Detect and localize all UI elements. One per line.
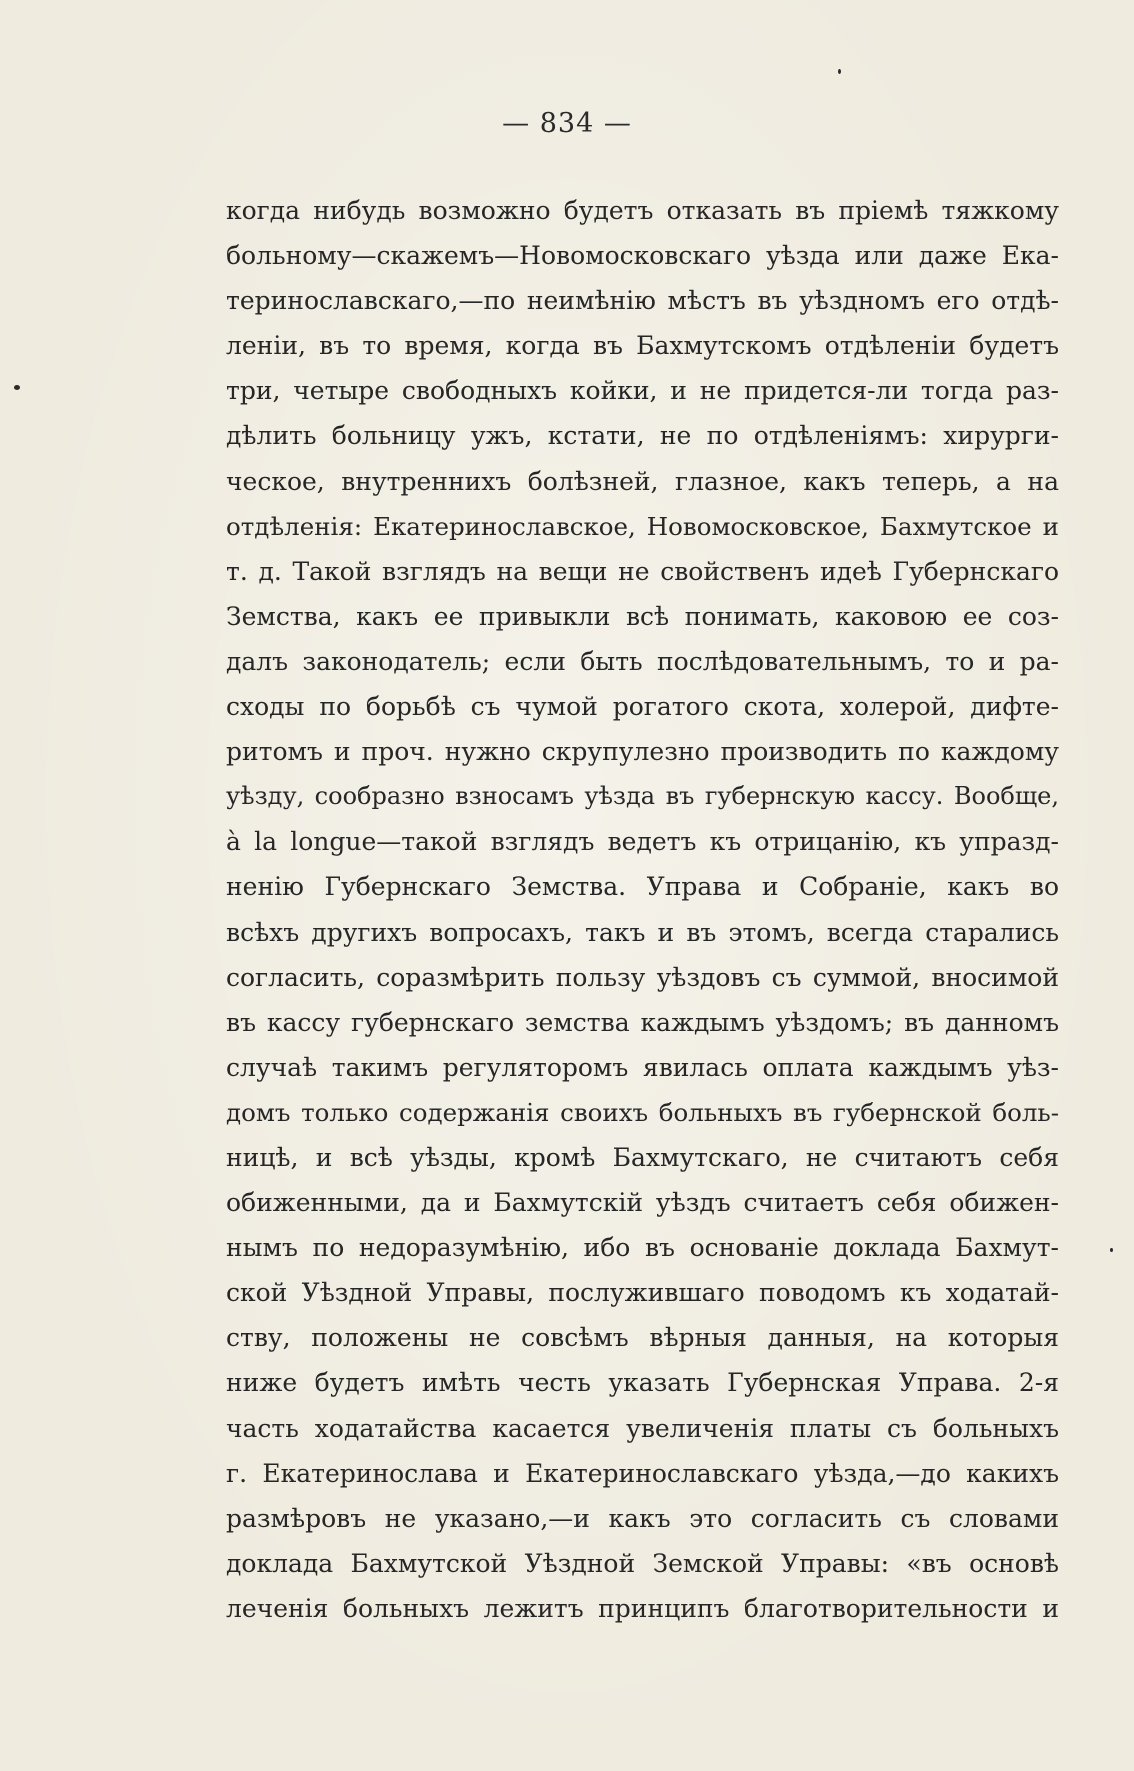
text-line: нымъ по недоразумѣнію, ибо въ основаніе доклада Бахмут-	[226, 1233, 1059, 1263]
text-line: сходы по борьбѣ съ чумой рогатого скота, холерой, дифте-	[226, 692, 1059, 722]
text-line: теринославскаго,—по неимѣнію мѣстъ въ уѣздномъ его отдѣ-	[226, 286, 1059, 316]
text-line: ству, положены не совсѣмъ вѣрныя данныя, на которыя	[226, 1323, 1059, 1353]
text-line: дѣлить больницу ужъ, кстати, не по отдѣленіямъ: хирурги-	[226, 421, 1059, 451]
text-line: ской Уѣздной Управы, послужившаго поводомъ къ ходатай-	[226, 1278, 1059, 1308]
text-line: отдѣленія: Екатеринославское, Новомосковское, Бахмутское и	[226, 511, 1059, 541]
text-line: обиженными, да и Бахмутскій уѣздъ считаетъ себя обижен-	[226, 1188, 1059, 1218]
text-line: ниже будетъ имѣть честь указать Губернская Управа. 2-я	[226, 1368, 1059, 1398]
ink-speck	[1110, 1248, 1113, 1252]
text-line: ненію Губернскаго Земства. Управа и Собраніе, какъ во	[226, 872, 1059, 902]
text-line: когда нибудь возможно будетъ отказать въ пріемѣ тяжкому	[226, 196, 1059, 225]
text-line: уѣзду, сообразно взносамъ уѣзда въ губернскую кассу. Вообще,	[226, 782, 1059, 811]
text-line: три, четыре свободныхъ койки, и не придется-ли тогда раз-	[226, 376, 1059, 406]
text-line: согласить, соразмѣрить пользу уѣздовъ съ суммой, вносимой	[226, 962, 1059, 992]
ink-speck	[838, 69, 841, 74]
text-line: случаѣ такимъ регуляторомъ явилась оплата каждымъ уѣз-	[226, 1052, 1059, 1082]
text-line: леніи, въ то время, когда въ Бахмутскомъ отдѣленіи будетъ	[226, 331, 1059, 361]
text-line: часть ходатайства касается увеличенія платы съ больныхъ	[226, 1413, 1059, 1443]
ink-speck	[14, 385, 20, 390]
page-number: — 834 —	[502, 108, 632, 139]
text-line: домъ только содержанія своихъ больныхъ въ губернской боль-	[226, 1097, 1059, 1127]
text-line: т. д. Такой взглядъ на вещи не свойственъ идеѣ Губернскаго	[226, 556, 1059, 586]
text-line: размѣровъ не указано,—и какъ это согласить съ словами	[226, 1503, 1059, 1533]
text-line: далъ законодатель; если быть послѣдовательнымъ, то и ра-	[226, 646, 1059, 676]
text-line: больному—скажемъ—Новомосковскаго уѣзда или даже Ека-	[226, 241, 1059, 271]
text-line: ческое, внутреннихъ болѣзней, глазное, какъ теперь, а на	[226, 466, 1059, 496]
text-line: Земства, какъ ее привыкли всѣ понимать, каковою ее соз-	[226, 601, 1059, 631]
body-text	[226, 188, 1059, 1631]
text-line: ритомъ и проч. нужно скрупулезно производить по каждому	[226, 737, 1059, 767]
text-line: à la longue—такой взглядъ ведетъ къ отрицанію, къ упразд-	[226, 827, 1059, 857]
text-line: ницѣ, и всѣ уѣзды, кромѣ Бахмутскаго, не считаютъ себя	[226, 1142, 1059, 1172]
text-line: въ кассу губернскаго земства каждымъ уѣздомъ; въ данномъ	[226, 1007, 1059, 1037]
text-line: леченія больныхъ лежитъ принципъ благотворительности и	[226, 1593, 1059, 1623]
text-line: всѣхъ другихъ вопросахъ, такъ и въ этомъ, всегда старались	[226, 917, 1059, 947]
text-line: г. Екатеринослава и Екатеринославскаго уѣзда,—до какихъ	[226, 1458, 1059, 1488]
text-line: доклада Бахмутской Уѣздной Земской Управы: «въ основѣ	[226, 1548, 1059, 1578]
